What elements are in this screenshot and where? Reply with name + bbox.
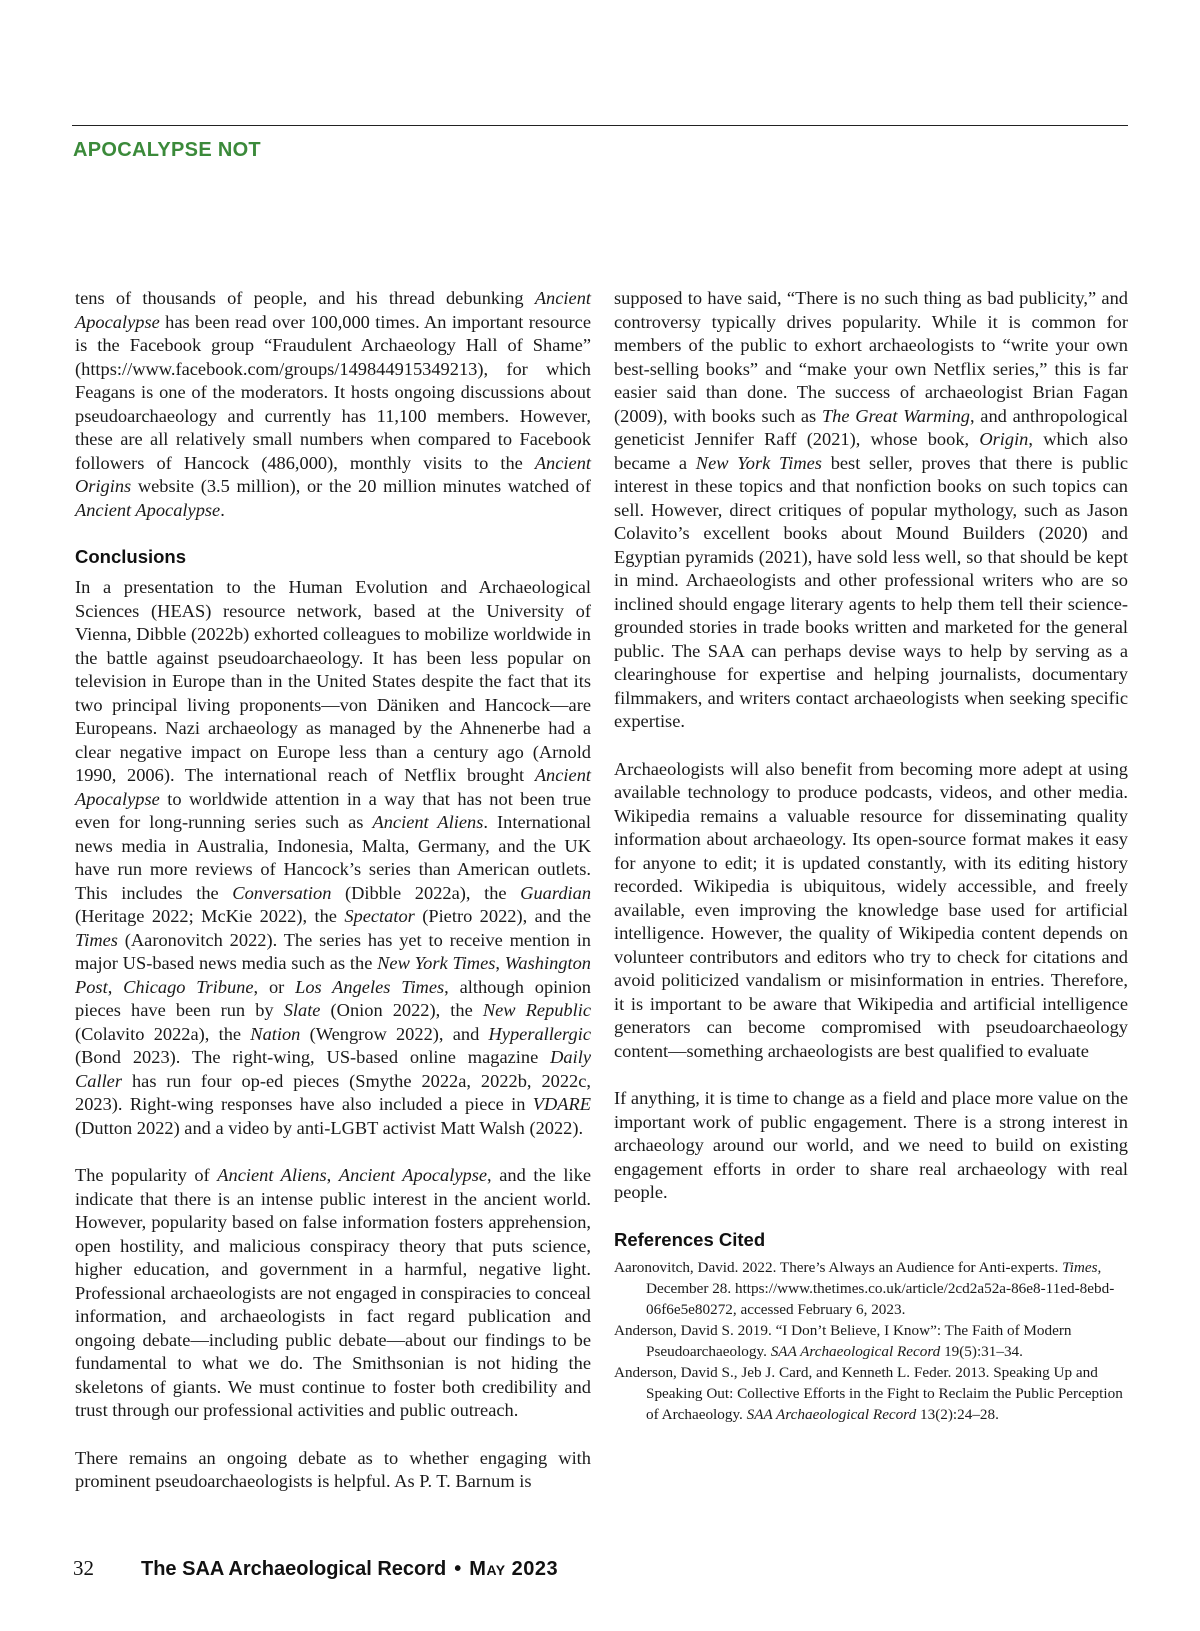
paragraph: tens of thousands of people, and his thread debunking Ancient Apocalypse has been read over 100,000 times. An important resource is the Facebook group “Fraudulent Archaeology Hall of Shame” (https://www.facebook.com/groups/149844915349213), for which Feagans is one of the moderators. It hosts ongoing discussions about pseudoarchaeology and currently has 11,100 members. However, these are all relatively small numbers when compared to Facebook followers of Hancock (486,000), monthly visits to the Ancient Origins website (3.5 million), or the 20 million minutes watched of Ancient Apocalypse. [75, 288, 591, 520]
italic-title: SAA Archaeological Record [746, 1405, 917, 1423]
italic-title: SAA Archaeological Record [770, 1342, 941, 1360]
separator-bullet: • [454, 1558, 462, 1580]
italic-title: Times [75, 929, 118, 950]
paragraph: The popularity of Ancient Aliens, Ancient Apocalypse, and the like indicate that there is an intense public interest in the ancient world. However, popularity based on false information fosters apprehension, open hostility, and malicious conspiracy theory that puts science, higher education, and government in a harmful, negative light. Professional archaeologists are not engaged in conspiracies to conceal information, and archaeologists in fact regard publication and ongoing debate—including public debate—about our findings to be fundamental to what we do. The Smithsonian is not hiding the skeletons of giants. We must continue to foster both credibility and trust through our professional activities and public outreach. [75, 1165, 591, 1420]
italic-title: Conversation [232, 882, 332, 903]
page-footer [73, 1556, 558, 1581]
italic-title: Ancient Apocalypse [75, 499, 221, 520]
paragraph: If anything, it is time to change as a field and place more value on the important work of public engagement. There is a strong interest in archaeology around our world, and we need to build on existing engagement efforts in order to share real archaeology with real people. [614, 1088, 1128, 1202]
section-title: APOCALYPSE NOT [73, 139, 261, 161]
publication-title: The SAA Archaeological Record [141, 1558, 447, 1580]
italic-title: New York Times [695, 452, 822, 473]
page-number: 32 [73, 1556, 94, 1580]
paragraph: supposed to have said, “There is no such thing as bad publicity,” and controversy typically drives popularity. While it is common for members of the public to exhort archaeologists to “write your own best-selling books” and “make your own Netflix series,” this is far easier said than done. The success of archaeologist Brian Fagan (2009), with books such as The Great Warming, and anthropological geneticist Jennifer Raff (2021), whose book, Origin, which also became a New York Times best seller, proves that there is public interest in these topics and that nonfiction books on such topics can sell. However, direct critiques of popular mythology, such as Jason Colavito’s excellent books about Mound Builders (2020) and Egyptian pyramids (2021), have sold less well, so that should be kept in mind. Archaeologists and other professional writers who are so inclined should engage literary agents to help them tell their science-grounded stories in trade books written and marketed for the general public. The SAA can perhaps devise ways to help by serving as a clearinghouse for expertise and helping journalists, documentary filmmakers, and writers contact archaeologists when seeking specific expertise. [614, 288, 1129, 731]
reference-entry: Anderson, David S., Jeb J. Card, and Kenneth L. Feder. 2013. Speaking Up and Speaking Out: Collective Efforts in the Fight to Reclaim the Public Perception of Archaeology. SAA Archaeological Record 13(2):24–28. [614, 1363, 1123, 1423]
paragraph: Archaeologists will also benefit from becoming more adept at using available technology to produce podcasts, videos, and other media. Wikipedia remains a valuable resource for disseminating quality information about archaeology. Its open-source format makes it easy for anyone to edit; it is updated constantly, with its editing history recorded. Wikipedia is ubiquitous, widely accessible, and freely available, even improving the knowledge base used for artificial intelligence. However, the quality of Wikipedia content depends on volunteer contributors and editors who try to check for citations and avoid politicized vandalism or misinformation in entries. Therefore, it is important to be aware that Wikipedia and artificial intelligence generators can become compromised with pseudoarchaeology content—something archaeologists are best qualified to evaluate [614, 758, 1128, 1061]
paragraph: There remains an ongoing debate as to whether engaging with prominent pseudoarchaeologists is helpful. As P. T. Barnum is [75, 1447, 591, 1491]
italic-title: Guardian [520, 882, 592, 903]
conclusions-heading: Conclusions [75, 546, 187, 567]
italic-title: Washington Post [75, 953, 591, 997]
italic-title: Ancient Apocalypse [338, 1165, 488, 1185]
italic-title: Ancient Aliens [372, 812, 484, 832]
reference-entry: Aaronovitch, David. 2022. There’s Always an Audience for Anti-experts. Times, December 28. https://www.thetimes.co.uk/article/2cd2a52a-86e8-11ed-8ebd-06f6e5e80272, accessed February 6, 2023. [614, 1258, 1115, 1318]
italic-title: The Great Warming [821, 405, 970, 426]
header-rule [72, 125, 1128, 126]
issue-date: May 2023 [469, 1558, 559, 1580]
italic-title: Nation [250, 1023, 301, 1044]
italic-title: VDARE [532, 1094, 591, 1114]
italic-title: Ancient Apocalypse [75, 288, 591, 332]
italic-title: Daily Caller [75, 1047, 591, 1091]
references-heading: References Cited [614, 1228, 766, 1250]
italic-title: Ancient Origins [75, 452, 591, 496]
italic-title: Ancient Aliens [217, 1165, 327, 1185]
italic-title: Los Angeles Times [295, 976, 445, 997]
italic-title: Slate [283, 1000, 321, 1020]
reference-entry: Anderson, David S. 2019. “I Don’t Believe, I Know”: The Faith of Modern Pseudoarchaeology. SAA Archaeological Record 19(5):31–34. [614, 1321, 1072, 1360]
references-list [614, 1257, 1128, 1425]
italic-title: New York Times [377, 953, 496, 973]
italic-title: Times [1062, 1258, 1098, 1276]
italic-title: Chicago Tribune [123, 976, 254, 997]
right-column [614, 287, 1128, 1425]
paragraph: In a presentation to the Human Evolution and Archaeological Sciences (HEAS) resource network, based at the University of Vienna, Dibble (2022b) exhorted colleagues to mobilize worldwide in the battle against pseudoarchaeology. It has been less popular on television in Europe than in the United States despite the fact that its two principal living proponents—von Däniken and Hancock—are Europeans. Nazi archaeology as managed by the Ahnenerbe had a clear negative impact on Europe less than a century ago (Arnold 1990, 2006). The international reach of Netflix brought Ancient Apocalypse to worldwide attention in a way that has not been true even for long-running series such as Ancient Aliens. International news media in Australia, Indonesia, Malta, Germany, and the UK have run more reviews of Hancock’s series than American outlets. This includes the Conversation (Dibble 2022a), the Guardian (Heritage 2022; McKie 2022), the Spectator (Pietro 2022), and the Times (Aaronovitch 2022). The series has yet to receive mention in major US-based news media such as the New York Times, Washington Post, Chicago Tribune, or Los Angeles Times, although opinion pieces have been run by Slate (Onion 2022), the New Republic (Colavito 2022a), the Nation (Wengrow 2022), and Hyperallergic (Bond 2023). The right-wing, US-based online magazine Daily Caller has run four op-ed pieces (Smythe 2022a, 2022b, 2022c, 2023). Right-wing responses have also included a piece in VDARE (Dutton 2022) and a video by anti-LGBT activist Matt Walsh (2022). [75, 577, 592, 1138]
italic-title: Hyperallergic [488, 1023, 591, 1044]
italic-title: Ancient Apocalypse [75, 765, 591, 809]
italic-title: Spectator [344, 906, 415, 926]
italic-title: New Republic [482, 1000, 591, 1020]
left-column [75, 287, 591, 1494]
italic-title: Origin [979, 429, 1029, 449]
